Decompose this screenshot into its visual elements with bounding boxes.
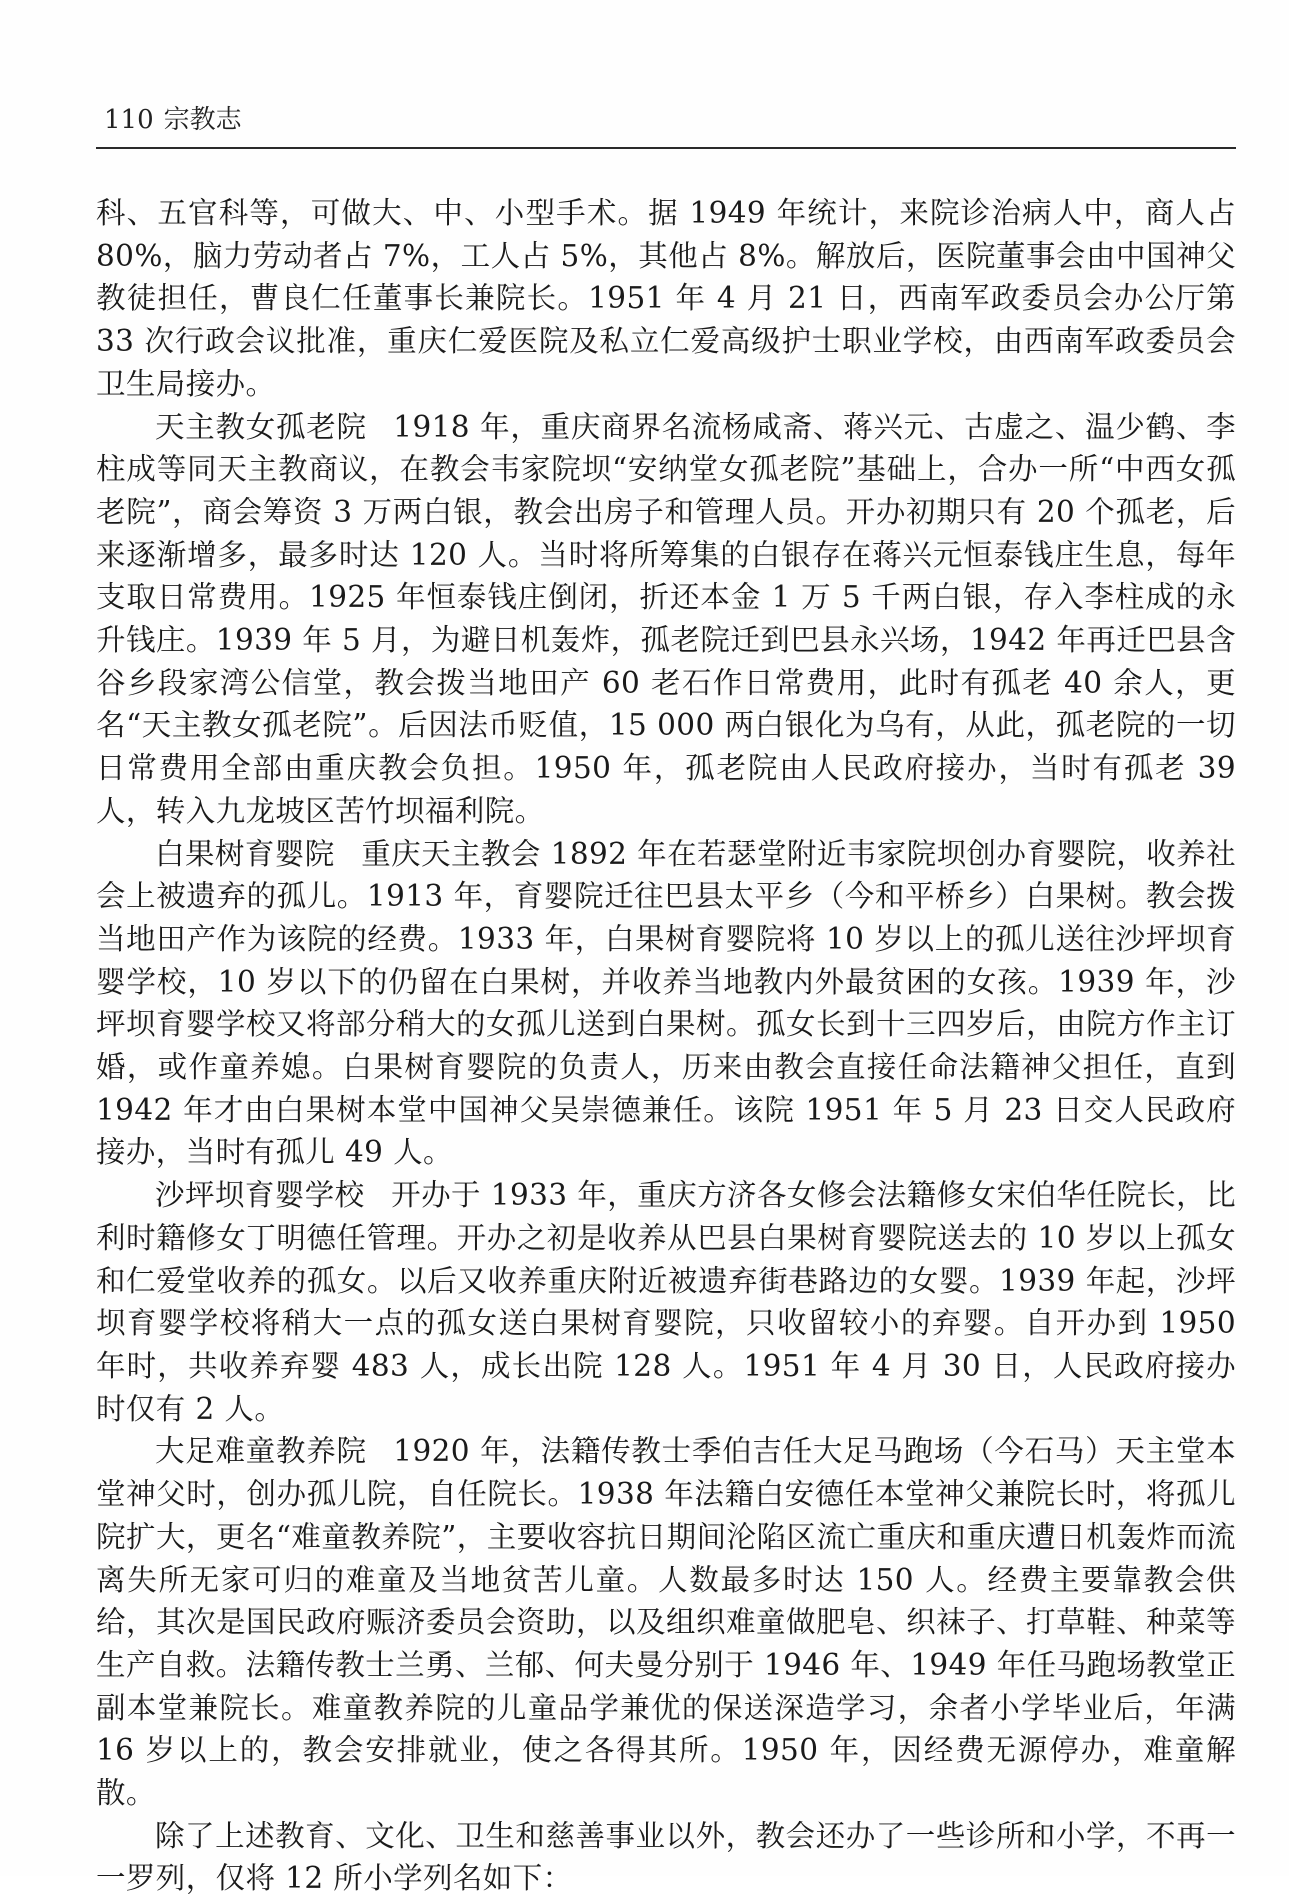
body-text	[96, 192, 1236, 1900]
paragraph-text: 除了上述教育、文化、卫生和慈善事业以外，教会还办了一些诊所和小学，不再一一罗列，仅将 12 所小学列名如下：	[96, 1818, 1236, 1896]
paragraph-schools-intro	[96, 1815, 1236, 1900]
paragraph-text: 1920 年，法籍传教士季伯吉任大足马跑场（今石马）天主堂本堂神父时，创办孤儿院，自任院长。1938 年法籍白安德任本堂神父兼院长时，将孤儿院扩大，更名“难童教养院”，主要收容抗日期间沦陷区流亡重庆和重庆遭日机轰炸而流离失所无家可归的难童及当地贫苦儿童。人数最多时达 150 人。经费主要靠教会供给，其次是国民政府赈济委员会资助，以及组织难童做肥皂、织袜子、打草鞋、种菜等生产自救。法籍传教士兰勇、兰郁、何夫曼分别于 1946 年、1949 年任马跑场教堂正副本堂兼院长。难童教养院的儿童品学兼优的保送深造学习，余者小学毕业后，年满 16 岁以上的，教会安排就业，使之各得其所。1950 年，因经费无源停办，难童解散。	[96, 1434, 1236, 1811]
paragraph-baiguoshu-orphanage	[96, 833, 1236, 1175]
paragraph-shapingba-school	[96, 1174, 1236, 1430]
paragraph-text: 重庆天主教会 1892 年在若瑟堂附近韦家院坝创办育婴院，收养社会上被遗弃的孤儿。1913 年，育婴院迁往巴县太平乡（今和平桥乡）白果树。教会拨当地田产作为该院的经费。1933 年，白果树育婴院将 10 岁以上的孤儿送往沙坪坝育婴学校，10 岁以下的仍留在白果树，并收养当地教内外最贫困的女孩。1939 年，沙坪坝育婴学校又将部分稍大的女孤儿送到白果树。孤女长到十三四岁后，由院方作主订婚，或作童养媳。白果树育婴院的负责人，历来由教会直接任命法籍神父担任，直到 1942 年才由白果树本堂中国神父吴崇德兼任。该院 1951 年 5 月 23 日交人民政府接办，当时有孤儿 49 人。	[96, 836, 1236, 1170]
page-number: 110	[104, 105, 154, 135]
section-lead-title: 天主教女孤老院	[155, 409, 367, 444]
paragraph-womens-elder-home	[96, 406, 1236, 833]
section-lead-title: 大足难童教养院	[155, 1434, 367, 1469]
section-lead-title: 沙坪坝育婴学校	[155, 1178, 365, 1213]
paragraph-text: 开办于 1933 年，重庆方济各女修会法籍修女宋伯华任院长，比利时籍修女丁明德任管理。开办之初是收养从巴县白果树育婴院送去的 10 岁以上孤女和仁爱堂收养的孤女。以后又收养重庆附近被遗弃街巷路边的女婴。1939 年起，沙坪坝育婴学校将稍大一点的孤女送白果树育婴院，只收留较小的弃婴。自开办到 1950 年时，共收养弃婴 483 人，成长出院 128 人。1951 年 4 月 30 日，人民政府接办时仅有 2 人。	[96, 1178, 1236, 1426]
paragraph-text: 科、五官科等，可做大、中、小型手术。据 1949 年统计，来院诊治病人中，商人占 80%，脑力劳动者占 7%，工人占 5%，其他占 8%。解放后，医院董事会由中国神父教徒担任，曹良仁任董事长兼院长。1951 年 4 月 21 日，西南军政委员会办公厅第 33 次行政会议批准，重庆仁爱医院及私立仁爱高级护士职业学校，由西南军政委员会卫生局接办。	[96, 196, 1236, 401]
paragraph-hospital-continuation	[96, 192, 1236, 406]
paragraph-text: 1918 年，重庆商界名流杨咸斋、蒋兴元、古虚之、温少鹤、李柱成等同天主教商议，在教会韦家院坝“安纳堂女孤老院”基础上，合办一所“中西女孤老院”，商会筹资 3 万两白银，教会出房子和管理人员。开办初期只有 20 个孤老，后来逐渐增多，最多时达 120 人。当时将所筹集的白银存在蒋兴元恒泰钱庄生息，每年支取日常费用。1925 年恒泰钱庄倒闭，折还本金 1 万 5 千两白银，存入李柱成的永升钱庄。1939 年 5 月，为避日机轰炸，孤老院迁到巴县永兴场，1942 年再迁巴县含谷乡段家湾公信堂，教会拨当地田产 60 老石作日常费用，此时有孤老 40 余人，更名“天主教女孤老院”。后因法币贬值，15 000 两白银化为乌有，从此，孤老院的一切日常费用全部由重庆教会负担。1950 年，孤老院由人民政府接办，当时有孤老 39 人，转入九龙坡区苦竹坝福利院。	[96, 409, 1236, 828]
header-rule	[96, 147, 1236, 149]
section-lead-title: 白果树育婴院	[155, 836, 335, 871]
running-header	[104, 100, 1234, 140]
book-title: 宗教志	[163, 105, 242, 135]
paragraph-dazu-refugee-children	[96, 1430, 1236, 1814]
